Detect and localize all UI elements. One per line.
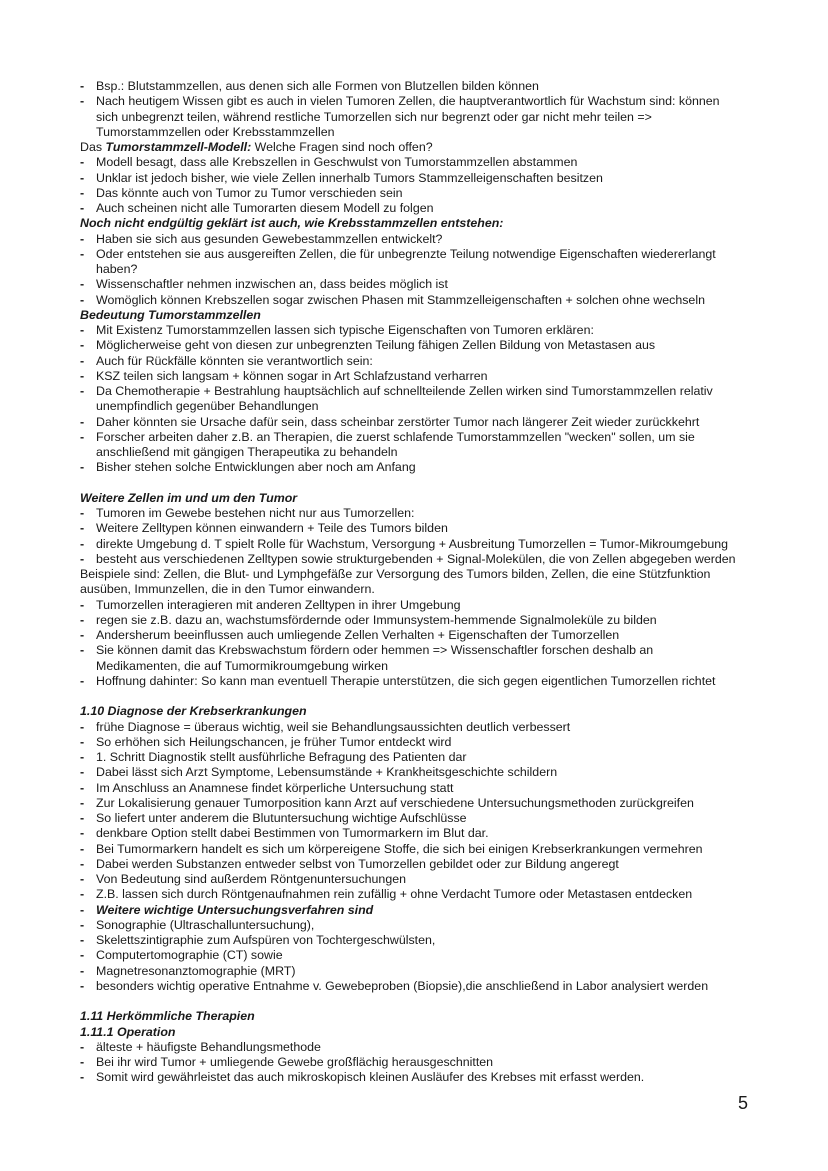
bullet-dash-icon: - [80,1039,85,1054]
list-item-text: älteste + häufigste Behandlungsmethode [96,1039,321,1054]
list-item-text: Nach heutigem Wissen gibt es auch in vielen Tumoren Zellen, die hauptverantwortlich für Wachstum sind: können sich unbegrenzt teilen, während restliche Tumorzellen sich nur begrenzt oder gar nicht mehr teilen => Tumorstammzellen oder Krebsstammzellen [96,94,720,139]
bullet-dash-icon: - [80,94,85,109]
bullet-dash-icon: - [80,750,85,764]
list-item-text: besonders wichtig operative Entnahme v. Gewebeproben (Biopsie),die anschließend in Labor analysiert werden [96,978,709,993]
list-item [80,369,740,384]
list-item-text: denkbare Option stellt dabei Bestimmen von Tumormarkern im Blut dar. [96,826,489,841]
list-item [80,415,740,430]
bullet-dash-icon: - [80,170,85,185]
list-item-text: Sonographie (Ultraschalluntersuchung), [96,917,315,932]
list-item-text: Unklar ist jedoch bisher, wie viele Zellen innerhalb Tumors Stammzelleigenschaften besitzen [96,170,603,185]
bullet-dash-icon: - [80,841,85,856]
list-item-text: Wissenschaftler nehmen inzwischen an, dass beides möglich ist [96,277,448,292]
list-item [80,171,740,186]
bullet-dash-icon: - [80,506,85,520]
list-item-text: Andersherum beeinflussen auch umliegende Zellen Verhalten + Eigenschaften der Tumorzellen [96,628,620,642]
bullet-dash-icon: - [80,414,85,429]
list-item [80,521,740,536]
list-item [80,628,740,643]
list-item [80,79,740,94]
list-item-text: Bsp.: Blutstammzellen, aus denen sich alle Formen von Blutzellen bilden können [96,79,539,93]
list-item-text: Weitere wichtige Untersuchungsverfahren sind [96,902,374,917]
list-item-text: besteht aus verschiedenen Zelltypen sowie strukturgebenden + Signal-Molekülen, die von Zellen abgegeben werden [96,551,736,566]
bullet-dash-icon: - [80,765,85,780]
list-item-text: regen sie z.B. dazu an, wachstumsfördernde oder Immunsystem-hemmende Signalmoleküle zu bilden [96,612,657,627]
bullet-dash-icon: - [80,643,85,658]
list-item [80,781,740,796]
section-heading: 1.11 Herkömmliche Therapien [80,1009,255,1024]
list-item [80,750,740,765]
list-item [80,826,740,841]
bullet-dash-icon: - [80,978,85,993]
list-item-text: Computertomographie (CT) sowie [96,948,283,963]
list-item [80,354,740,369]
document-body [80,79,740,1086]
page-number: 5 [738,1093,749,1113]
list-item-text: Auch scheinen nicht alle Tumorarten diesem Modell zu folgen [96,201,434,215]
list-item [80,537,740,552]
bullet-dash-icon: - [80,673,85,688]
bullet-dash-icon: - [80,719,85,734]
paragraph-suffix: Welche Fragen sind noch offen? [251,140,433,154]
list-item-text: Z.B. lassen sich durch Röntgenaufnahmen rein zufällig + ohne Verdacht Tumore oder Metastasen entdecken [96,887,693,902]
bullet-dash-icon: - [80,1055,85,1069]
section-heading: Noch nicht endgültig geklärt ist auch, wie Krebsstammzellen entstehen: [80,216,504,231]
bullet-dash-icon: - [80,384,85,398]
list-item-text: Tumoren im Gewebe bestehen nicht nur aus Tumorzellen: [96,506,415,520]
blank-line [80,476,740,491]
list-item [80,933,740,948]
list-item [80,918,740,933]
list-item [80,1040,740,1055]
list-item [80,613,740,628]
list-item [80,857,740,872]
list-item [80,293,740,308]
bullet-dash-icon: - [80,155,85,170]
list-item-text: Forscher arbeiten daher z.B. an Therapien, die zuerst schlafende Tumorstammzellen "wecken" sollen, um sie anschließend mit gängigen Therapeutika zu behandeln [96,429,695,459]
list-item-text: Mit Existenz Tumorstammzellen lassen sich typische Eigenschaften von Tumoren erklären: [96,323,594,337]
list-item [80,811,740,826]
bullet-dash-icon: - [80,933,85,947]
bullet-dash-icon: - [80,323,85,337]
list-item-text: Im Anschluss an Anamnese findet körperliche Untersuchung statt [96,780,454,795]
list-item [80,903,740,918]
list-item [80,460,740,475]
bullet-dash-icon: - [80,856,85,871]
list-item [80,948,740,963]
bullet-dash-icon: - [80,521,85,536]
blank-line [80,689,740,704]
bullet-dash-icon: - [80,353,85,368]
list-item-text: So liefert unter anderem die Blutuntersuchung wichtige Aufschlüsse [96,811,467,825]
list-item [80,765,740,780]
list-item-text: Haben sie sich aus gesunden Gewebestammzellen entwickelt? [96,231,443,246]
bullet-dash-icon: - [80,597,85,612]
bullet-dash-icon: - [80,185,85,200]
blank-line [80,994,740,1009]
list-item [80,247,740,278]
bullet-dash-icon: - [80,338,85,353]
list-item-text: Skelettszintigraphie zum Aufspüren von Tochtergeschwülsten, [96,933,436,947]
list-item [80,796,740,811]
list-item-text: Da Chemotherapie + Bestrahlung hauptsächlich auf schnellteilende Zellen wirken sind Tumorstammzellen relativ unempfindlich gegenüber Behandlungen [96,384,713,414]
list-item-text: Daher könnten sie Ursache dafür sein, dass scheinbar zerstörter Tumor nach längerer Zeit wieder zurückkehrt [96,414,700,429]
bullet-dash-icon: - [80,1070,85,1085]
bullet-dash-icon: - [80,628,85,642]
list-item-text: Zur Lokalisierung genauer Tumorposition kann Arzt auf verschiedene Untersuchungsmethoden zurückgreifen [96,795,694,810]
bullet-dash-icon: - [80,734,85,749]
bullet-dash-icon: - [80,460,85,475]
list-item-text: Somit wird gewährleistet das auch mikroskopisch kleinen Ausläufer des Krebses mit erfasst werden. [96,1070,645,1085]
bullet-dash-icon: - [80,795,85,810]
list-item [80,201,740,216]
bullet-dash-icon: - [80,231,85,246]
list-item-text: Sie können damit das Krebswachstum fördern oder hemmen => Wissenschaftler forschen deshalb an Medikamenten, die auf Tumormikroumgebung wirken [96,643,654,673]
list-item [80,643,740,674]
list-item [80,979,740,994]
bullet-dash-icon: - [80,902,85,917]
list-item-text: Oder entstehen sie aus ausgereiften Zellen, die für unbegrenzte Teilung notwendige Eigenschaften wiedererlangt haben? [96,246,716,276]
bullet-dash-icon: - [80,872,85,886]
list-item [80,872,740,887]
bullet-dash-icon: - [80,887,85,902]
list-item [80,186,740,201]
section-heading: Weitere Zellen im und um den Tumor [80,490,298,505]
bullet-dash-icon: - [80,780,85,795]
list-item [80,155,740,170]
list-item-text: So erhöhen sich Heilungschancen, je früher Tumor entdeckt wird [96,734,452,749]
bullet-dash-icon: - [80,536,85,551]
bullet-dash-icon: - [80,246,85,261]
list-item-text: Magnetresonanztomographie (MRT) [96,963,296,978]
bullet-dash-icon: - [80,201,85,215]
list-item-text: Bisher stehen solche Entwicklungen aber noch am Anfang [96,460,416,475]
bullet-dash-icon: - [80,551,85,566]
list-item [80,964,740,979]
bullet-dash-icon: - [80,963,85,978]
list-item-text: Modell besagt, dass alle Krebszellen in Geschwulst von Tumorstammzellen abstammen [96,155,578,170]
list-item-text: Dabei werden Substanzen entweder selbst von Tumorzellen gebildet oder zur Bildung angeregt [96,856,619,871]
list-item [80,552,740,567]
bullet-dash-icon: - [80,292,85,307]
bullet-dash-icon: - [80,948,85,963]
list-item [80,384,740,415]
paragraph: Beispiele sind: Zellen, die Blut- und Lymphgefäße zur Versorgung des Tumors bilden, Zellen, die eine Stützfunktion ausüben, Immunzellen, die in den Tumor einwandern. [80,567,711,597]
bullet-dash-icon: - [80,368,85,383]
bullet-dash-icon: - [80,429,85,444]
paragraph [80,140,740,155]
section-heading: 1.11.1 Operation [80,1024,176,1039]
list-item [80,842,740,857]
list-item-text: Möglicherweise geht von diesen zur unbegrenzten Teilung fähigen Zellen Bildung von Metastasen aus [96,338,656,353]
bullet-dash-icon: - [80,811,85,825]
section-heading: Bedeutung Tumorstammzellen [80,307,261,322]
bullet-dash-icon: - [80,917,85,932]
list-item [80,94,740,140]
list-item-text: Das könnte auch von Tumor zu Tumor verschieden sein [96,185,403,200]
list-item [80,277,740,292]
list-item [80,323,740,338]
list-item [80,338,740,353]
paragraph-emphasis: Tumorstammzell-Modell: [105,140,252,154]
list-item [80,598,740,613]
list-item-text: Auch für Rückfälle könnten sie verantwortlich sein: [96,353,373,368]
list-item-text: Hoffnung dahinter: So kann man eventuell Therapie unterstützen, die sich gegen eigentlichen Tumorzellen richtet [96,673,716,688]
list-item [80,674,740,689]
bullet-dash-icon: - [80,612,85,627]
list-item-text: frühe Diagnose = überaus wichtig, weil sie Behandlungsaussichten deutlich verbessert [96,719,571,734]
list-item [80,735,740,750]
list-item-text: 1. Schritt Diagnostik stellt ausführliche Befragung des Patienten dar [96,750,467,764]
list-item [80,1070,740,1085]
list-item-text: Dabei lässt sich Arzt Symptome, Lebensumstände + Krankheitsgeschichte schildern [96,765,558,780]
list-item [80,232,740,247]
list-item-text: Tumorzellen interagieren mit anderen Zelltypen in ihrer Umgebung [96,597,461,612]
paragraph-prefix: Das [80,140,106,154]
list-item [80,720,740,735]
list-item-text: Bei Tumormarkern handelt es sich um körpereigene Stoffe, die sich bei einigen Krebserkrankungen vermehren [96,841,703,856]
list-item [80,887,740,902]
list-item-text: Womöglich können Krebszellen sogar zwischen Phasen mit Stammzelleigenschaften + solchen ohne wechseln [96,292,705,307]
list-item-text: KSZ teilen sich langsam + können sogar in Art Schlafzustand verharren [96,368,488,383]
bullet-dash-icon: - [80,79,85,93]
list-item-text: direkte Umgebung d. T spielt Rolle für Wachstum, Versorgung + Ausbreitung Tumorzellen = Tumor-Mikroumgebung [96,536,729,551]
list-item-text: Weitere Zelltypen können einwandern + Teile des Tumors bilden [96,521,448,536]
list-item [80,506,740,521]
list-item-text: Von Bedeutung sind außerdem Röntgenuntersuchungen [96,872,406,886]
bullet-dash-icon: - [80,277,85,292]
section-heading: 1.10 Diagnose der Krebserkrankungen [80,704,307,719]
bullet-dash-icon: - [80,826,85,841]
list-item-text: Bei ihr wird Tumor + umliegende Gewebe großflächig herausgeschnitten [96,1055,494,1069]
list-item [80,430,740,461]
list-item [80,1055,740,1070]
